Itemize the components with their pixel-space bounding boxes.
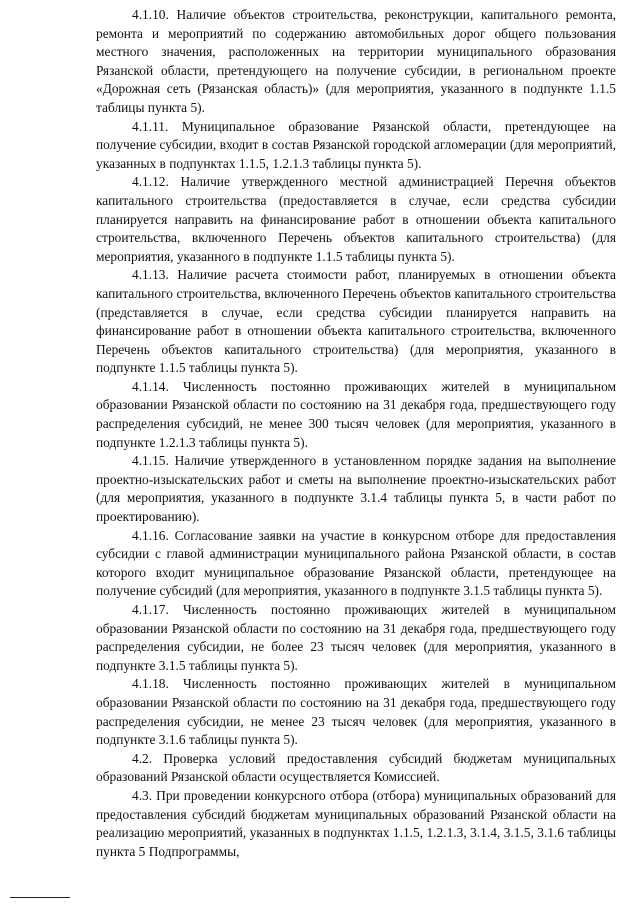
paragraph-4-1-17: 4.1.17. Численность постоянно проживающих жителей в муниципальном образовании Рязанской области по состоянию на 31 декабря года, предшествующего году распределения субсидии, не более 23 тысяч человек (для мероприятия, указанного в подпункте 3.1.5 таблицы пункта 5).	[96, 602, 616, 673]
paragraph-4-1-12: 4.1.12. Наличие утвержденного местной администрацией Перечня объектов капитального строительства (предоставляется в случае, если средства субсидии планируется направить на финансирование работ в отношении объекта капитального строительства, включенного Перечень объектов капитального строительства) (для мероприятия, указанного в подпункте 1.1.5 таблицы пункта 5).	[96, 174, 616, 264]
document-body	[96, 6, 616, 861]
paragraph-4-1-15: 4.1.15. Наличие утвержденного в установленном порядке задания на выполнение проектно-изыскательских работ и сметы на выполнение проектно-изыскательских работ (для мероприятия, указанного в подпункте 3.1.4 таблицы пункта 5, в части работ по проектированию).	[96, 453, 616, 525]
paragraph-4-1-10: 4.1.10. Наличие объектов строительства, реконструкции, капитального ремонта, ремонта и мероприятий по содержанию автомобильных дорог общего пользования местного значения, расположенных на территории муниципального образования Рязанской области, претендующего на получение субсидии, в региональном проекте «Дорожная сеть (Рязанская область)» (для мероприятия, указанного в подпункте 1.1.5 таблицы пункта 5).	[96, 7, 616, 115]
paragraph-4-1-16: 4.1.16. Согласование заявки на участие в конкурсном отборе для предоставления субсидии с главой администрации муниципального района Рязанской области, в состав которого входит муниципальное образование Рязанской области, претендующее на получение субсидий (для мероприятия, указанного в подпункте 3.1.5 таблицы пункта 5).	[96, 527, 616, 599]
paragraph-4-1-13: 4.1.13. Наличие расчета стоимости работ, планируемых в отношении объекта капитального строительства, включенного Перечень объектов капитального строительства (представляется в случае, если средства субсидии планируется направить на финансирование работ в отношении объекта капитального строительства, включенного Перечень объектов капитального строительства) (для мероприятия, указанного в подпункте 1.1.5 таблицы пункта 5).	[96, 267, 616, 376]
paragraph-4-2: 4.2. Проверка условий предоставления субсидий бюджетам муниципальных образований Рязанской области осуществляется Комиссией.	[96, 750, 616, 785]
paragraph-4-1-14: 4.1.14. Численность постоянно проживающих жителей в муниципальном образовании Рязанской области по состоянию на 31 декабря года, предшествующего году распределения субсидий, не менее 300 тысяч человек (для мероприятия, указанного в подпункте 1.2.1.3 таблицы пункта 5).	[96, 378, 616, 450]
paragraph-4-1-11: 4.1.11. Муниципальное образование Рязанской области, претендующее на получение субсидии, входит в состав Рязанской городской агломерации (для мероприятий, указанных в подпунктах 1.1.5, 1.2.1.3 таблицы пункта 5).	[96, 118, 616, 171]
paragraph-4-3: 4.3. При проведении конкурсного отбора (отбора) муниципальных образований для предоставления субсидий бюджетам муниципальных образований Рязанской области на реализацию мероприятий, указанных в подпунктах 1.1.5, 1.2.1.3, 3.1.4, 3.1.5, 3.1.6 таблицы пункта 5 Подпрограммы,	[96, 787, 616, 859]
paragraph-4-1-18: 4.1.18. Численность постоянно проживающих жителей в муниципальном образовании Рязанской области по состоянию на 31 декабря года, предшествующего году распределения субсидии, не менее 23 тысяч человек (для мероприятия, указанного в подпункте 3.1.6 таблицы пункта 5).	[96, 676, 616, 748]
footer-rule	[10, 897, 70, 898]
